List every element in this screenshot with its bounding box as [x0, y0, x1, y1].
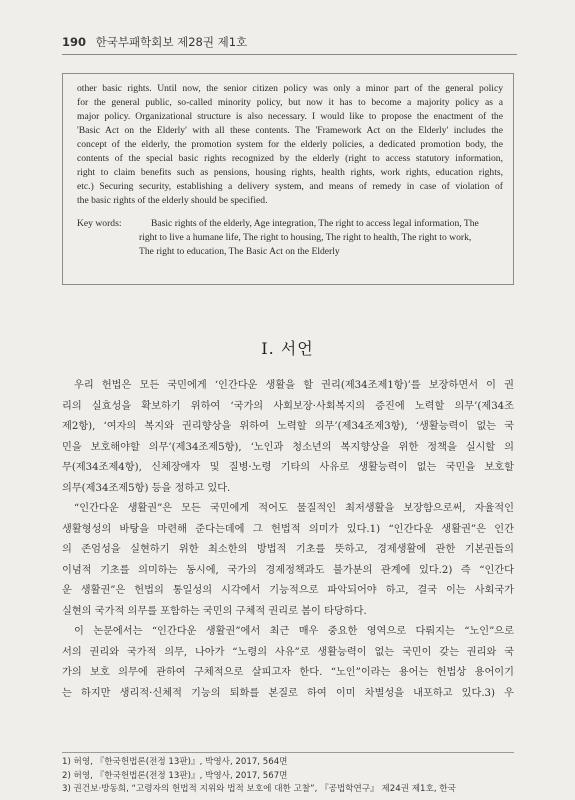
body-line: “인간다운 생활권”은 모든 국민에게 적어도 물질적인 최저생활을 보장함으로써, 자율적인 [74, 503, 514, 514]
abstract-line: for the general public, so-called minority policy, but now it has to become a majority policy as a [77, 97, 503, 108]
body-line: 이념적 기초를 의미하는 동시에, 국가의 경제정책과도 불가분의 관계에 있다.2) 즉 “인간다 [62, 564, 514, 576]
body-line: 의무(제34조제5항) 등을 정하고 있다. [62, 482, 231, 494]
body-line: 이 논문에서는 “인간다운 생활권”에서 최근 매우 중요한 영역으로 다뤄지는 “노인”으로 [74, 626, 514, 637]
abstract-line: 'Basic Act on the Elderly' with all these contents. The 'Framework Act on the Elderly' includes the [77, 125, 503, 136]
abstract-line: concept of the elderly, the promotion system for the elderly policies, a dedicated promotion body, the [77, 139, 503, 150]
abstract-paragraph [77, 82, 503, 208]
footnote-divider [62, 752, 514, 753]
body-line: 운 생활권”은 헌법의 통일성의 시각에서 기능적으로 파악되어야 하고, 결국 이는 사회국가 [62, 585, 514, 596]
keywords-line: right to live a humane life, The right to housing, The right to health, The right to work, [139, 232, 472, 243]
body-line: 리의 실효성을 확보하기 위하여 ‘국가의 사회보장·사회복지의 증진에 노력할 의무’(제34조 [62, 400, 514, 412]
body-text [62, 376, 514, 704]
keywords-line: Basic rights of the elderly, Age integration, The right to access legal information, The [151, 218, 479, 229]
journal-title: 한국부패학회보 제28권 제1호 [95, 35, 248, 49]
running-head [62, 34, 247, 50]
body-line: 우리 헌법은 모든 국민에게 ‘인간다운 생활을 할 권리(제34조제1항)’를 보장하면서 이 권 [74, 380, 514, 391]
section-heading: Ⅰ. 서언 [261, 339, 314, 358]
body-line: 제2항), ‘여자의 복지와 권리향상을 위하여 노력할 의무’(제34조제3항), ‘생활능력이 없는 국 [62, 421, 514, 432]
footnote: 1) 허영, 『한국헌법론(전정 13판)』, 박영사, 2017, 564면 [62, 757, 288, 767]
keywords-line: The right to education, The Basic Act on the Elderly [139, 246, 340, 257]
abstract-box [62, 73, 514, 285]
footnote: 3) 권건보·방동희, “고령자의 헌법적 지위와 법적 보호에 대한 고찰”, 『공법학연구』 제24권 제1호, 한국 [62, 784, 456, 794]
abstract-line: etc.) Securing security, establishing a delivery system, and means of remedy in case of violation of [77, 181, 503, 192]
body-line: 민을 보호해야할 의무’(제34조제5항), ‘노인과 청소년의 복지향상을 위한 정책을 실시할 의 [62, 441, 514, 453]
body-line: 의 존엄성을 실현하기 위한 최소한의 방법적 기초를 뜻하고, 경제생활에 관한 기본권들의 [62, 544, 514, 555]
abstract-line: contents of the special basic rights recognized by the elderly (right to access statutory information, [77, 153, 503, 164]
keywords-label: Key words: [77, 218, 122, 229]
body-line: 서의 권리와 국가적 의무, 나아가 “노령의 사유”로 생활능력이 없는 국민이 갖는 권리와 국 [62, 646, 514, 658]
keywords [77, 217, 503, 259]
page-number: 190 [62, 35, 87, 49]
header-divider [62, 54, 517, 55]
footnotes [62, 756, 514, 797]
abstract-line: right to claim benefits such as pensions, housing rights, health rights, work rights, education rights, [77, 167, 503, 178]
body-line: 무(제34조제4항), 신체장애자 및 질병·노령 기타의 사유로 생활능력이 없는 국민을 보호할 [62, 462, 514, 473]
abstract-line: other basic rights. Until now, the senior citizen policy was only a minor part of the general policy [77, 83, 503, 94]
body-line: 가의 보호 의무에 관하여 구체적으로 살피고자 한다. “노인”이라는 용어는 헌법상 용어이기 [62, 667, 514, 678]
footnote: 2) 허영, 『한국헌법론(전정 13판)』, 박영사, 2017, 567면 [62, 770, 288, 781]
body-line: 는 하지만 생리적·신체적 기능의 퇴화를 본질로 하여 이미 차별성을 내포하고 있다.3) 우 [62, 687, 514, 699]
body-line: 생활형성의 바탕을 마련해 준다는데에 그 헌법적 의미가 있다.1) “인간다운 생활권”은 인간 [62, 523, 514, 535]
abstract-line: major policy. Organizational structure is also necessary. I would like to propose the enactment of the [77, 111, 503, 122]
body-line: 실현의 국가적 의무를 포함하는 국민의 구체적 권리로 봄이 타당하다. [62, 605, 367, 617]
abstract-line: the basic rights of the elderly should be specified. [77, 195, 268, 206]
